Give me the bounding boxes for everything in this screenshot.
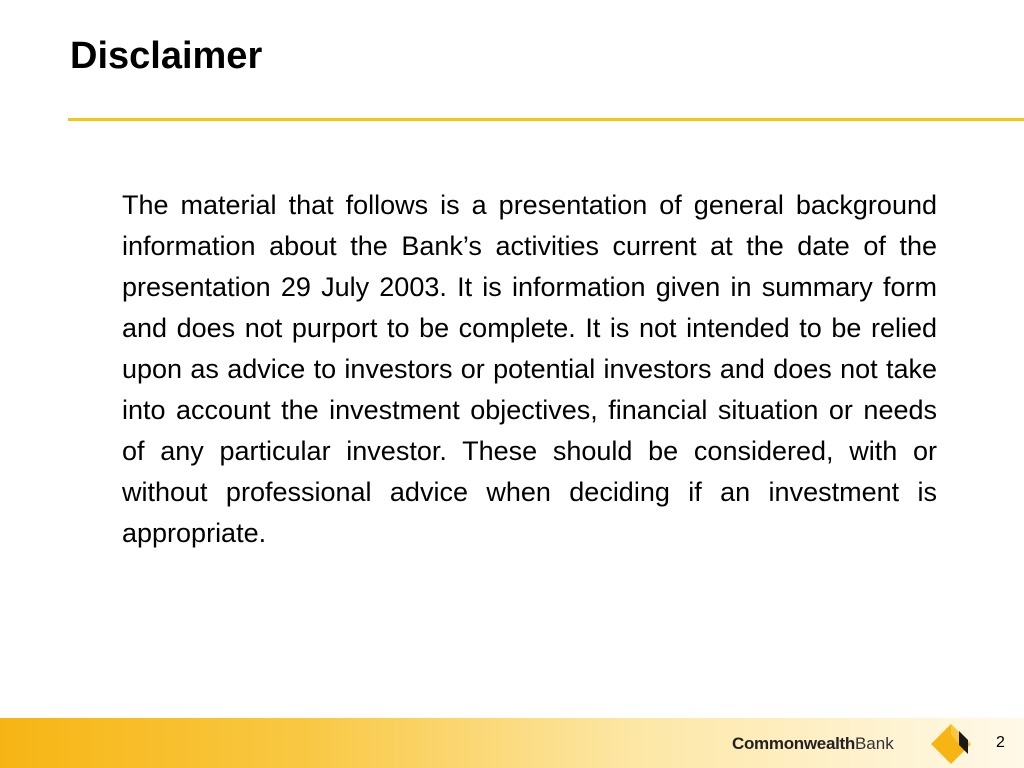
- slide-title: Disclaimer: [70, 35, 263, 77]
- commonwealth-bank-logo-icon: [929, 722, 973, 766]
- page-number: 2: [996, 734, 1005, 751]
- brand-wordmark: [732, 731, 894, 757]
- footer-bar: [0, 718, 1024, 768]
- title-divider: [68, 118, 1024, 121]
- brand-name-light: Bank: [854, 734, 894, 753]
- disclaimer-text: The material that follows is a presentation of general background information about the Bank’s activities current at the date of the presentation 29 July 2003. It is information given in summary form and does not purport to be complete. It is not intended to be relied upon as advice to investors or potential investors and does not take into account the investment objectives, financial situation or needs of any particular investor. These should be considered, with or without professional advice when deciding if an investment is appropriate.: [122, 190, 937, 548]
- brand-name-bold: Commonwealth: [732, 734, 855, 753]
